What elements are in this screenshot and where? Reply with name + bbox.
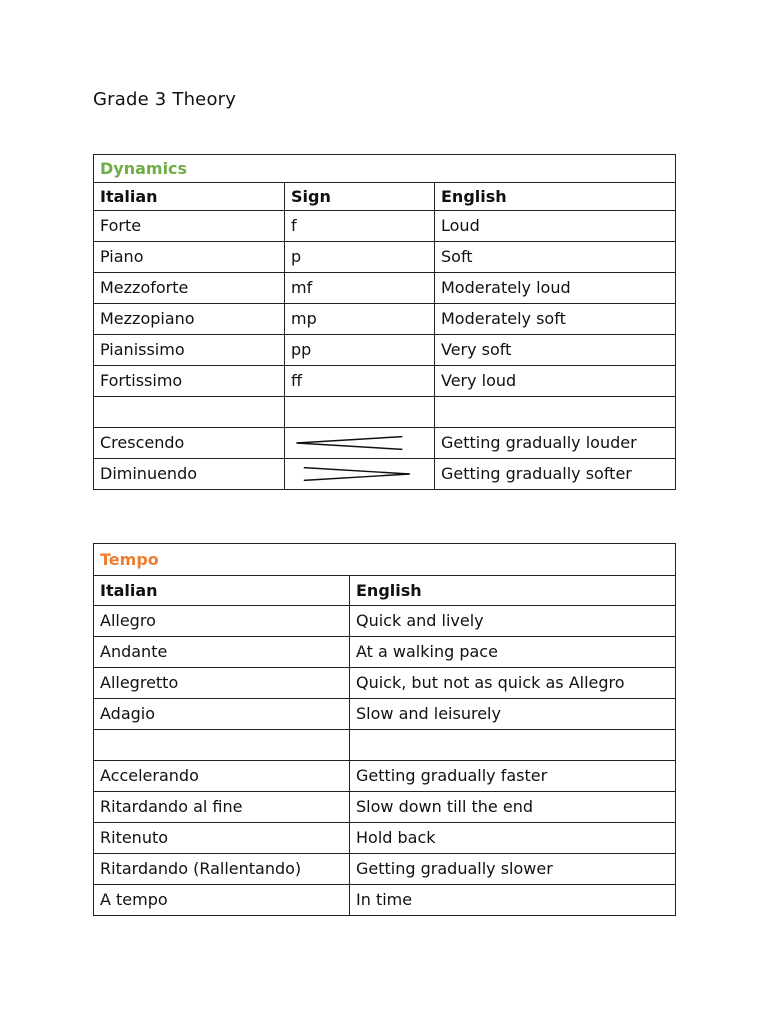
dynamic-sign: mf xyxy=(285,273,435,304)
table-row xyxy=(94,211,676,242)
english-meaning: Getting gradually softer xyxy=(435,459,676,490)
english-meaning: Quick, but not as quick as Allegro xyxy=(350,668,676,699)
table-row xyxy=(94,606,676,637)
english-meaning: Very loud xyxy=(435,366,676,397)
table-row xyxy=(94,637,676,668)
table-row xyxy=(94,761,676,792)
italian-term: Ritardando al fine xyxy=(94,792,350,823)
empty-cell xyxy=(285,397,435,428)
table-row xyxy=(94,304,676,335)
english-meaning: Moderately soft xyxy=(435,304,676,335)
english-meaning: Getting gradually slower xyxy=(350,854,676,885)
english-meaning: Hold back xyxy=(350,823,676,854)
empty-row xyxy=(94,397,676,428)
table-row xyxy=(94,428,676,459)
english-meaning: At a walking pace xyxy=(350,637,676,668)
english-meaning: Slow down till the end xyxy=(350,792,676,823)
italian-term: A tempo xyxy=(94,885,350,916)
empty-cell xyxy=(350,730,676,761)
page-title: Grade 3 Theory xyxy=(93,89,237,110)
table-row xyxy=(94,273,676,304)
column-header-sign: Sign xyxy=(285,183,435,211)
dynamics-heading: Dynamics xyxy=(100,158,188,178)
table-row xyxy=(94,792,676,823)
italian-term: Mezzoforte xyxy=(94,273,285,304)
dynamic-sign: ff xyxy=(285,366,435,397)
dynamics-table xyxy=(93,154,676,490)
english-meaning: Quick and lively xyxy=(350,606,676,637)
italian-term: Accelerando xyxy=(94,761,350,792)
dynamic-sign xyxy=(285,459,435,490)
english-meaning: Getting gradually faster xyxy=(350,761,676,792)
dynamic-sign: f xyxy=(285,211,435,242)
italian-term: Crescendo xyxy=(94,428,285,459)
table-row xyxy=(94,335,676,366)
table-row xyxy=(94,823,676,854)
italian-term: Fortissimo xyxy=(94,366,285,397)
crescendo-hairpin-icon xyxy=(291,428,428,458)
table-row xyxy=(94,854,676,885)
dynamics-heading-cell xyxy=(94,155,676,183)
tempo-heading: Tempo xyxy=(100,549,159,569)
dynamic-sign: mp xyxy=(285,304,435,335)
table-row xyxy=(94,668,676,699)
italian-term: Forte xyxy=(94,211,285,242)
italian-term: Allegro xyxy=(94,606,350,637)
table-row xyxy=(94,242,676,273)
column-header-italian: Italian xyxy=(94,576,350,606)
english-meaning: Very soft xyxy=(435,335,676,366)
table-row xyxy=(94,885,676,916)
column-header-italian: Italian xyxy=(94,183,285,211)
empty-row xyxy=(94,730,676,761)
italian-term: Allegretto xyxy=(94,668,350,699)
table-row xyxy=(94,366,676,397)
italian-term: Piano xyxy=(94,242,285,273)
dynamics-heading-row xyxy=(94,155,676,183)
italian-term: Ritenuto xyxy=(94,823,350,854)
english-meaning: In time xyxy=(350,885,676,916)
empty-cell xyxy=(94,397,285,428)
english-meaning: Loud xyxy=(435,211,676,242)
italian-term: Diminuendo xyxy=(94,459,285,490)
italian-term: Mezzopiano xyxy=(94,304,285,335)
tempo-heading-row xyxy=(94,544,676,576)
english-meaning: Moderately loud xyxy=(435,273,676,304)
dynamic-sign: pp xyxy=(285,335,435,366)
dynamic-sign: p xyxy=(285,242,435,273)
empty-cell xyxy=(435,397,676,428)
english-meaning: Getting gradually louder xyxy=(435,428,676,459)
column-header-english: English xyxy=(435,183,676,211)
diminuendo-hairpin-icon xyxy=(291,459,428,489)
tempo-heading-cell xyxy=(94,544,676,576)
dynamic-sign xyxy=(285,428,435,459)
tempo-table xyxy=(93,543,676,916)
tempo-header-row xyxy=(94,576,676,606)
empty-cell xyxy=(94,730,350,761)
dynamics-header-row xyxy=(94,183,676,211)
english-meaning: Soft xyxy=(435,242,676,273)
column-header-english: English xyxy=(350,576,676,606)
table-row xyxy=(94,699,676,730)
italian-term: Andante xyxy=(94,637,350,668)
table-row xyxy=(94,459,676,490)
italian-term: Adagio xyxy=(94,699,350,730)
italian-term: Ritardando (Rallentando) xyxy=(94,854,350,885)
english-meaning: Slow and leisurely xyxy=(350,699,676,730)
italian-term: Pianissimo xyxy=(94,335,285,366)
